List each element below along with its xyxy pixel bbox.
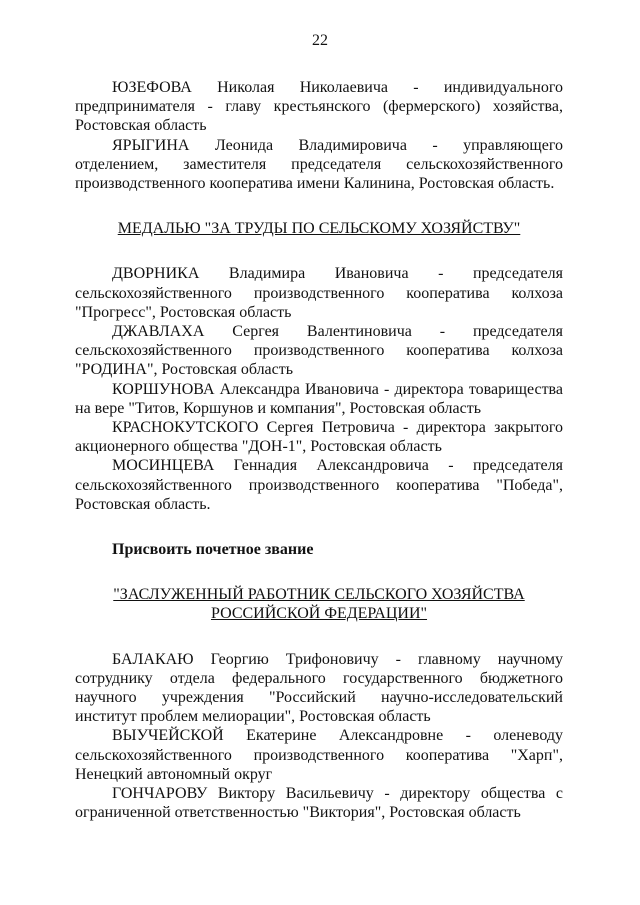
document-body [75, 78, 563, 823]
section-heading-title-line1: "ЗАСЛУЖЕННЫЙ РАБОТНИК СЕЛЬСКОГО ХОЗЯЙСТВА [113, 586, 525, 604]
award-entry: КОРШУНОВА Александра Ивановича - директора товарищества на вере "Титов, Коршунов и компания", Ростовская область [75, 380, 563, 417]
award-entry: ВЫУЧЕЙСКОЙ Екатерине Александровне - оленеводу сельскохозяйственного производственного кооператива "Харп", Ненецкий автономный округ [75, 727, 563, 783]
award-entry: ЮЗЕФОВА Николая Николаевича - индивидуального предпринимателя - главу крестьянского (фермерского) хозяйства, Ростовская область [75, 79, 563, 135]
award-entry: ЯРЫГИНА Леонида Владимировича - управляющего отделением, заместителя председателя сельскохозяйственного производственного кооператива имени Калинина, Ростовская область. [75, 136, 563, 193]
award-entry: БАЛАКАЮ Георгию Трифоновичу - главному научному сотруднику отдела федерального государственного бюджетного научного учреждения "Российский научно-исследовательский институт проблем мелиорации", Ростовская область [75, 650, 563, 726]
assign-title-label: Присвоить почетное звание [112, 541, 314, 559]
section-heading-medal: МЕДАЛЬЮ "ЗА ТРУДЫ ПО СЕЛЬСКОМУ ХОЗЯЙСТВУ" [117, 220, 521, 238]
award-entry: ДЖАВЛАХА Сергея Валентиновича - председателя сельскохозяйственного производственного кооператива колхоза "РОДИНА", Ростовская область [75, 323, 563, 379]
award-entry: КРАСНОКУТСКОГО Сергея Петровича - директора закрытого акционерного общества "ДОН-1", Ростовская область [75, 419, 563, 456]
award-entry: ГОНЧАРОВУ Виктору Васильевичу - директору общества с ограниченной ответственностью "Виктория", Ростовская область [75, 785, 563, 822]
section-heading-title-line2: РОССИЙСКОЙ ФЕДЕРАЦИИ" [210, 605, 428, 623]
award-entry: ДВОРНИКА Владимира Ивановича - председателя сельскохозяйственного производственного кооператива колхоза "Прогресс", Ростовская область [75, 265, 563, 321]
page-number: 22 [312, 32, 328, 49]
award-entry: МОСИНЦЕВА Геннадия Александровича - председателя сельскохозяйственного производственного кооператива "Победа", Ростовская область. [75, 457, 563, 513]
